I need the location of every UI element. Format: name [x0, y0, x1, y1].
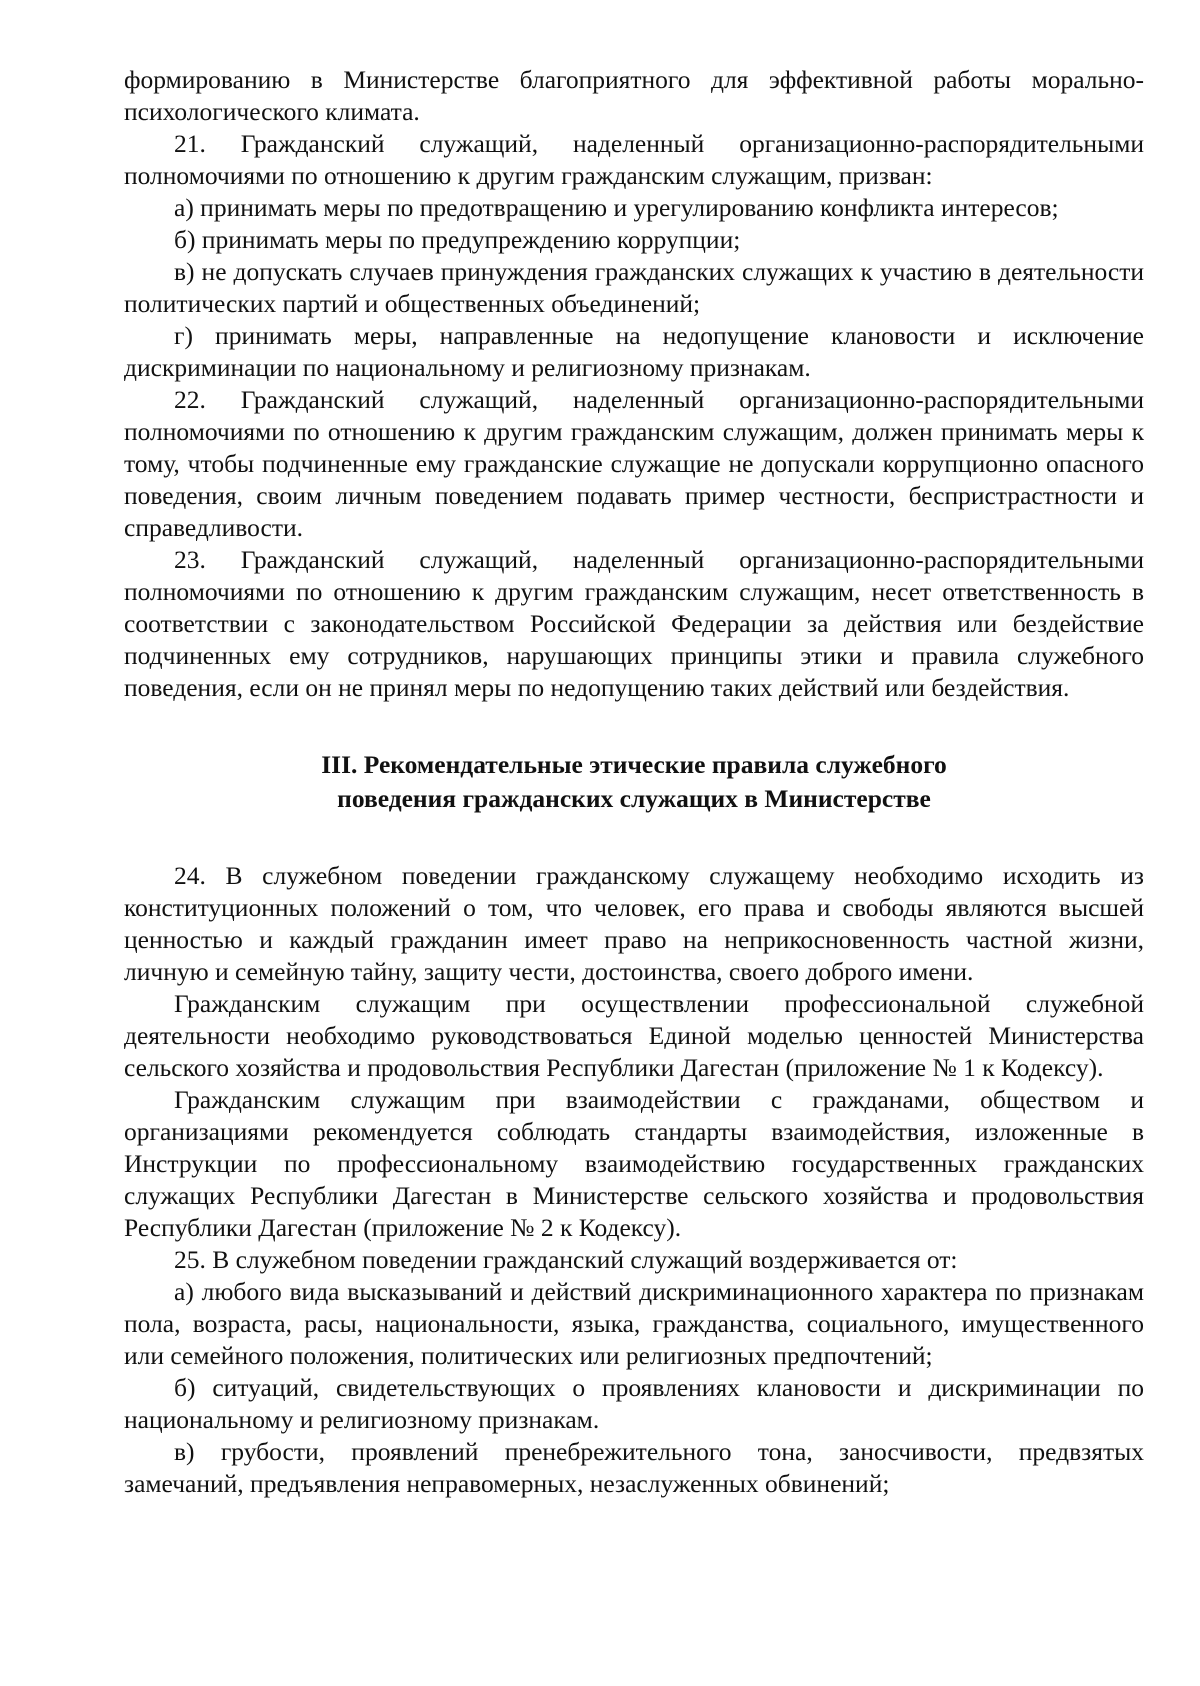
paragraph-25: 25. В служебном поведении гражданский служащий воздерживается от:	[174, 1245, 958, 1274]
paragraph-21-d: г) принимать меры, направленные на недопущение клановости и исключение дискриминации по национальному и религиозному признакам.	[124, 321, 1144, 382]
document-page	[124, 64, 1144, 1500]
paragraph-24-interaction-standards: Гражданским служащим при взаимодействии с гражданами, обществом и организациями рекомендуется соблюдать стандарты взаимодействия, изложенные в Инструкции по профессиональному взаимодействию государственных гражданских служащих Республики Дагестан в Министерстве сельского хозяйства и продовольствия Республики Дагестан (приложение № 2 к Кодексу).	[124, 1085, 1144, 1242]
section-heading-line-2: поведения гражданских служащих в Министерстве	[337, 784, 931, 813]
section-heading-line-1: III. Рекомендательные этические правила служебного	[321, 750, 947, 779]
paragraph-25-c: в) грубости, проявлений пренебрежительного тона, заносчивости, предвзятых замечаний, предъявления неправомерных, незаслуженных обвинений;	[124, 1437, 1144, 1498]
paragraph-25-b: б) ситуаций, свидетельствующих о проявлениях клановости и дискриминации по национальному и религиозному признакам.	[124, 1373, 1144, 1434]
paragraph-21-b: б) принимать меры по предупреждению коррупции;	[174, 225, 741, 254]
paragraph-21-a: а) принимать меры по предотвращению и урегулированию конфликта интересов;	[174, 193, 1059, 222]
paragraph-22: 22. Гражданский служащий, наделенный организационно-распорядительными полномочиями по отношению к другим гражданским служащим, должен принимать меры к тому, чтобы подчиненные ему гражданские служащие не допускали коррупционно опасного поведения, своим личным поведением подавать пример честности, беспристрастности и справедливости.	[124, 385, 1144, 542]
section-heading	[124, 748, 1144, 816]
paragraph-24: 24. В служебном поведении гражданскому служащему необходимо исходить из конституционных положений о том, что человек, его права и свободы являются высшей ценностью и каждый гражданин имеет право на неприкосновенность частной жизни, личную и семейную тайну, защиту чести, достоинства, своего доброго имени.	[124, 861, 1144, 986]
paragraph-continuation: формированию в Министерстве благоприятного для эффективной работы морально-психологического климата.	[124, 65, 1144, 126]
paragraph-21: 21. Гражданский служащий, наделенный организационно-распорядительными полномочиями по отношению к другим гражданским служащим, призван:	[124, 129, 1144, 190]
paragraph-24-values-model: Гражданским служащим при осуществлении профессиональной служебной деятельности необходимо руководствоваться Единой моделью ценностей Министерства сельского хозяйства и продовольствия Республики Дагестан (приложение № 1 к Кодексу).	[124, 989, 1144, 1082]
paragraph-21-c: в) не допускать случаев принуждения гражданских служащих к участию в деятельности политических партий и общественных объединений;	[124, 257, 1144, 318]
paragraph-25-a: а) любого вида высказываний и действий дискриминационного характера по признакам пола, возраста, расы, национальности, языка, гражданства, социального, имущественного или семейного положения, политических или религиозных предпочтений;	[124, 1277, 1144, 1370]
paragraph-23: 23. Гражданский служащий, наделенный организационно-распорядительными полномочиями по отношению к другим гражданским служащим, несет ответственность в соответствии с законодательством Российской Федерации за действия или бездействие подчиненных ему сотрудников, нарушающих принципы этики и правила служебного поведения, если он не принял меры по недопущению таких действий или бездействия.	[124, 545, 1144, 702]
